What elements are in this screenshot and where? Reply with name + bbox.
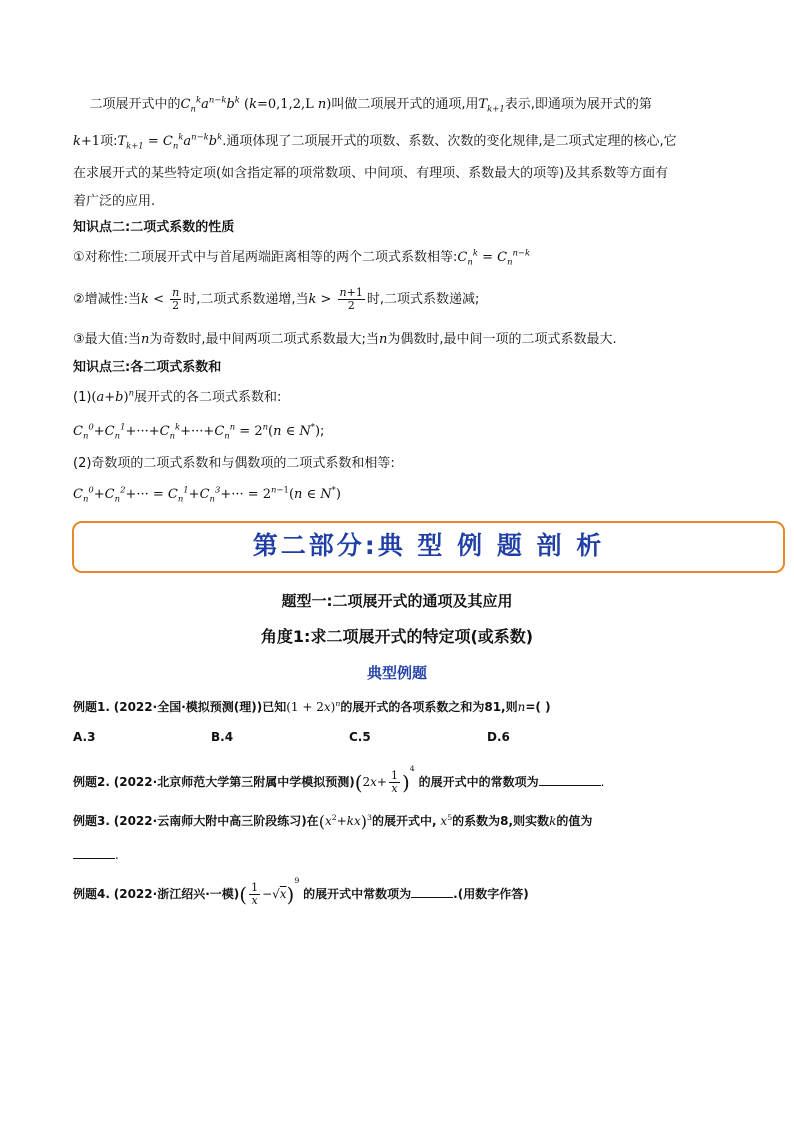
kp2-inc-text: 时,二项式系数递增,当 bbox=[183, 292, 309, 307]
kp2-max-text: ③最大值:当 bbox=[73, 332, 142, 347]
kp3-title: 知识点三:各二项式系数和 bbox=[73, 360, 222, 375]
intro-text: 表示,即通项为展开式的第 bbox=[504, 97, 652, 112]
intro-text: 叫做二项展开式的通项,用 bbox=[331, 97, 479, 112]
option-d[interactable]: D.6 bbox=[487, 730, 510, 744]
example-label: 例题1. bbox=[73, 700, 110, 714]
example-text: . bbox=[115, 848, 119, 862]
typical-heading: 典型例题 bbox=[366, 664, 427, 682]
kp2-title: 知识点二:二项式系数的性质 bbox=[73, 220, 235, 235]
example-2: 例题2. (2022·北京师范大学第三附属中学模拟预测)(2x+ $\frac{1}{x}$ )$^4$ 的展开式中的常数项为 . bbox=[73, 764, 605, 795]
example-4: 例题4. (2022·浙江绍兴·一模)( $\frac{1}{x}$ −√x)$^9$ 的展开式中常数项为 .(用数字作答) bbox=[73, 876, 529, 907]
example-text: 的展开式的各项系数之和为81,则 bbox=[340, 700, 518, 714]
kp2-max: ③最大值:当n为奇数时,最中间两项二项式系数最大;当n为偶数时,最中间一项的二项式系数最大. bbox=[73, 332, 617, 347]
kp3-text: 展开式的各二项式系数和: bbox=[134, 390, 282, 405]
intro-text: .通项体现了二项展开式的项数、系数、次数的变化规律,是二项式定理的核心,它 bbox=[222, 134, 677, 149]
angle-heading: 角度1:求二项展开式的特定项(或系数) bbox=[260, 627, 534, 646]
kp2-sym-text: ①对称性:二项展开式中与首尾两端距离相等的两个二项式系数相等: bbox=[73, 250, 458, 265]
intro-line-2: k+1项$:T_{k+1} = C_n^ka^{n-k}b^k$.通项体现了二项展开式的项数、系数、次数的变化规律,是二项式定理的核心,它 bbox=[73, 131, 677, 151]
example-3: 例题3. (2022·云南师大附中高三阶段练习)在$(x^2+kx)^3$的展开式中, $x^5$的系数为8,则实数k的值为 bbox=[73, 812, 593, 831]
intro-text: 项: bbox=[100, 134, 118, 149]
example-text: 的系数为8,则实数 bbox=[452, 814, 550, 828]
example-3-answer bbox=[73, 842, 723, 869]
example-source: (2022·全国·模拟预测(理))已知 bbox=[113, 700, 287, 714]
section-banner: 第二部分:典 型 例 题 剖 析 bbox=[72, 521, 785, 573]
kp2-inc-text: ②增减性:当 bbox=[73, 292, 142, 307]
example-source: (2022·北京师范大学第三附属中学模拟预测) bbox=[113, 775, 355, 789]
kp3-sum-2: (2)奇数项的二项式系数和与偶数项的二项式系数和相等: bbox=[73, 456, 395, 471]
kp2-symmetry: ①对称性:二项展开式中与首尾两端距离相等的两个二项式系数相等$:C_n^k = C_n^{n-k}$ bbox=[73, 247, 531, 267]
example-source: (2022·云南师大附中高三阶段练习)在 bbox=[113, 814, 319, 828]
type-heading: 题型一:二项展开式的通项及其应用 bbox=[281, 592, 513, 610]
term-formula: $C_n^ka^{n-k}b^k$ bbox=[180, 94, 240, 114]
intro-line-3: 在求展开式的某些特定项(如含指定幂的项常数项、中间项、有理项、系数最大的项等)及其系数等方面有 bbox=[73, 166, 669, 181]
option-a[interactable]: A.3 bbox=[73, 730, 96, 744]
example-label: 例题4. bbox=[73, 887, 110, 901]
answer-blank[interactable] bbox=[539, 773, 601, 786]
kp3-formula-2: $C_n^0+C_n^2+\cdot\cdot\cdot = C_n^1+C_n^3+\cdot\cdot\cdot = 2^{n-1}(n$ ∈ N*) bbox=[73, 484, 341, 504]
option-c[interactable]: C.5 bbox=[349, 730, 371, 744]
example-label: 例题2. bbox=[73, 775, 110, 789]
example-label: 例题3. bbox=[73, 814, 110, 828]
answer-blank[interactable] bbox=[411, 885, 453, 898]
example-source: (2022·浙江绍兴·一模) bbox=[113, 887, 240, 901]
answer-blank[interactable] bbox=[73, 846, 115, 859]
kp2-inc-text: 时,二项式系数递减; bbox=[366, 292, 480, 307]
kp2-monotonic: ②增减性:当k < $\frac{n}{2}$ 时,二项式系数递增,当k > $\frac{n+1}{2}$ 时,二项式系数递减; bbox=[73, 286, 480, 312]
example-text: 的展开式中, bbox=[372, 814, 437, 828]
intro-line-4: 着广泛的应用. bbox=[73, 194, 156, 209]
example-text: 的值为 bbox=[556, 814, 593, 828]
intro-line-1: 二项展开式中的$C_n^ka^{n-k}b^k$ (k=0,1,2,L n)叫做二项展开式的通项,用$T_{k+1}$表示,即通项为展开式的第 bbox=[89, 94, 652, 114]
example-text: 的展开式中的常数项为 bbox=[418, 775, 539, 789]
example-text: =( ) bbox=[525, 700, 551, 714]
example-text: .(用数字作答) bbox=[453, 887, 529, 901]
option-b[interactable]: B.4 bbox=[211, 730, 234, 744]
example-text: 的展开式中常数项为 bbox=[303, 887, 412, 901]
kp2-max-text: 为偶数时,最中间一项的二项式系数最大. bbox=[387, 332, 617, 347]
kp2-max-text: 为奇数时,最中间两项二项式系数最大;当 bbox=[149, 332, 379, 347]
example-1: 例题1. (2022·全国·模拟预测(理))已知$(1 + 2x)^n$的展开式的各项系数之和为81,则n=( ) bbox=[73, 699, 551, 714]
kp3-text: (1) bbox=[73, 390, 92, 405]
example-text: . bbox=[600, 775, 605, 789]
kp3-formula-1: $C_n^0+C_n^1+\cdot\cdot\cdot+C_n^k+\cdot\cdot\cdot+C_n^n = 2^n(n$ ∈ N*); bbox=[73, 421, 325, 441]
kp3-sum-1: $(1)(a+b)^n$展开式的各二项式系数和: bbox=[73, 387, 282, 405]
intro-text: 二项展开式中的 bbox=[89, 97, 181, 112]
